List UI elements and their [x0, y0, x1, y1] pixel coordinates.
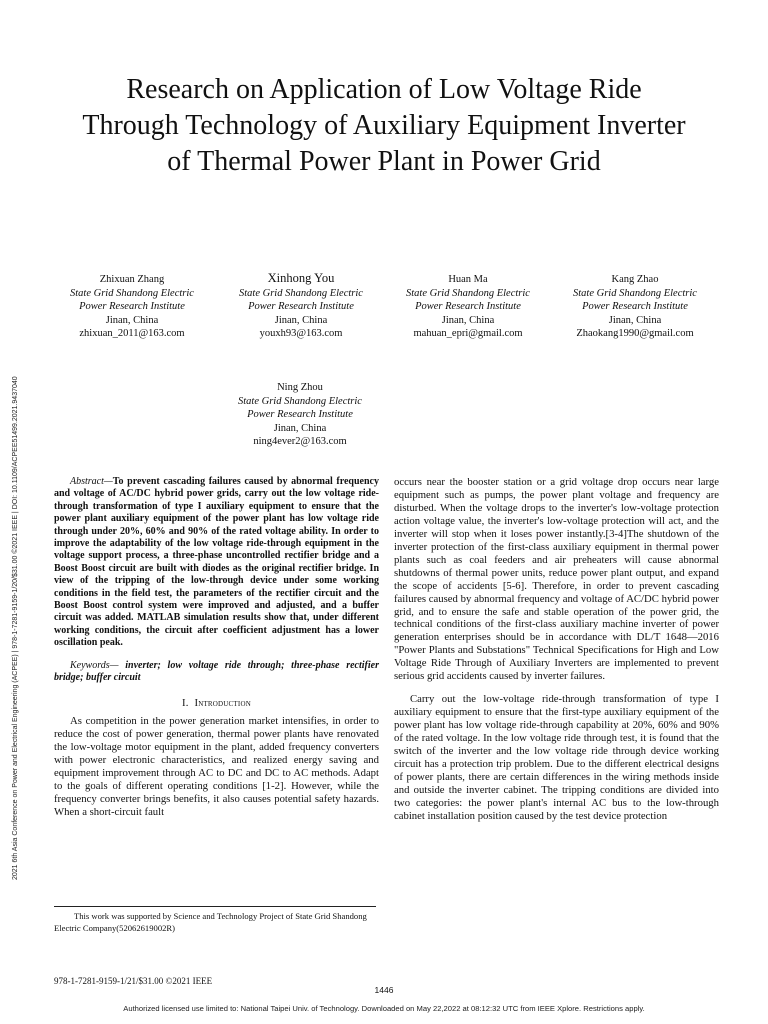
author-block-4	[550, 273, 720, 341]
conference-side-note	[10, 170, 24, 880]
author-affiliation: State Grid Shandong Electric	[406, 287, 530, 299]
paper-title	[50, 72, 718, 180]
author-name: Zhixuan Zhang	[99, 274, 165, 285]
author-block-3	[383, 273, 553, 341]
author-affiliation: State Grid Shandong Electric	[573, 287, 697, 299]
title-line-1: Research on Application of Low Voltage Ride	[126, 74, 642, 105]
right-column	[394, 476, 719, 823]
abstract-text: To prevent cascading failures caused by abnormal frequency and voltage of AC/DC hybrid power grids, carry out the low voltage ride-through transformation of type I auxiliary equipment to ensure that the power plant auxiliary equipment of the power plant has low voltage ride through under 20%, 60% and 90% of the rated voltage ability. In order to improve the adaptability of the low voltage ride-through equipment in the voltage support process, a three-phase uncontrolled rectifier bridge and a Boost Boost circuit are built with diodes as the original rectifier bridge. In view of the tripping of the low-through device under some working conditions in the field test, the parameters of the rectifier circuit and the Boost Boost control system were improved and adjusted, and a buffer circuit was added. MATLAB simulation results show that, under different working conditions, the circuit after coefficient adjustment has a lower oscillation peak.	[54, 476, 379, 649]
author-block-2	[216, 272, 386, 341]
author-city: Jinan, China	[608, 314, 662, 326]
body-paragraph: Carry out the low-voltage ride-through transformation of type I auxiliary equipment to ensure that the first-type auxiliary equipment of the power plant has low voltage ride-through capability at 20%, 60% and 90% of the rated voltage. In the low voltage ride through test, it is found that the switch of the inverter and the low voltage ride through device working circuit has a protection trip problem. Due to the different electrical designs of power plants, there are certain differences in the wiring methods inside and outside the inverter cabinet. The tripping conditions are divided into two categories: the power plant's internal AC bus to the low-through cabinet installation position caused by the test device protection	[394, 693, 719, 822]
author-email[interactable]: zhixuan_2011@163.com	[79, 328, 185, 339]
author-block-1	[47, 273, 217, 341]
author-email[interactable]: youxh93@163.com	[259, 328, 343, 339]
footnote-divider	[54, 906, 376, 907]
author-email[interactable]: mahuan_epri@gmail.com	[413, 328, 523, 339]
author-affiliation: State Grid Shandong Electric	[238, 395, 362, 407]
author-email[interactable]: ning4ever2@163.com	[253, 436, 347, 447]
author-affiliation: Power Research Institute	[79, 301, 185, 312]
keywords-text: inverter; low voltage ride through; three-phase rectifier bridge; buffer circuit	[54, 659, 379, 684]
author-city: Jinan, China	[274, 314, 328, 326]
author-affiliation: Power Research Institute	[415, 301, 521, 312]
license-notice: Authorized licensed use limited to: National Taipei Univ. of Technology. Downloaded on May 22,2022 at 08:12:32 UTC from IEEE Xplore. Restrictions apply.	[123, 1004, 645, 1013]
title-line-2: Through Technology of Auxiliary Equipment Inverter	[82, 110, 686, 141]
author-affiliation: Power Research Institute	[248, 301, 354, 312]
author-city: Jinan, China	[273, 422, 327, 434]
section-number: I.	[182, 696, 189, 709]
author-name: Ning Zhou	[277, 382, 323, 393]
section-heading	[54, 697, 379, 710]
abstract	[54, 476, 379, 650]
funding-footnote: This work was supported by Science and Technology Project of State Grid Shandong Electric Company(52062619002R)	[54, 911, 367, 933]
author-email[interactable]: Zhaokang1990@gmail.com	[576, 328, 694, 339]
author-affiliation: Power Research Institute	[247, 409, 353, 420]
keywords-lead: Keywords—	[70, 659, 126, 671]
left-column	[54, 476, 379, 819]
title-line-3: of Thermal Power Plant in Power Grid	[167, 146, 601, 177]
author-affiliation: State Grid Shandong Electric	[70, 287, 194, 299]
author-city: Jinan, China	[441, 314, 495, 326]
intro-paragraph: As competition in the power generation market intensifies, in order to reduce the cost of power generation, thermal power plants have renovated the low-voltage motor equipment in the plant, added frequency converters with power electronic characteristics, and realized energy saving and equipment improvement through AC to DC and DC to AC methods. Adapt to the goals of different operating conditions [1-2]. However, while the frequency converter brings benefits, it also causes potential safety hazards. When a short-circuit fault	[54, 715, 379, 819]
keywords	[54, 660, 379, 685]
abstract-lead: Abstract—	[70, 476, 113, 487]
section-title: Introduction	[194, 696, 251, 709]
author-affiliation: State Grid Shandong Electric	[239, 287, 363, 299]
side-note-text: 2021 6th Asia Conference on Power and Electrical Engineering (ACPEE) | 978-1-7281-9159-1/20/$31.00 ©2021 IEEE | DOI: 10.1109/ACPEE51499.2021.9437040	[12, 376, 19, 880]
author-block-5	[215, 381, 385, 449]
author-city: Jinan, China	[105, 314, 159, 326]
author-name: Kang Zhao	[611, 274, 659, 285]
body-paragraph: occurs near the booster station or a grid voltage drop occurs near large equipment such as pumps, the power plant voltage and frequency are disturbed. When the voltage drops to the inverter's low-voltage protection action voltage value, the inverter's low-voltage protection will act, and the inverter will stop when it loses power instantly.[3-4]The shutdown of the inverter protection of the first-class auxiliary equipment in thermal power plants such as coal feeders and air preheaters will cause abnormal shutdowns of thermal power units, reduce power plant output, and expand the scope of accidents [5-6]. Therefore, in order to prevent cascading failures caused by abnormal frequency and voltage of AC/DC hybrid power grid, and to ensure the safe and stable operation of the power grid, the technical conditions of the first-class auxiliary machine inverter of power generation enterprises should be in accordance with DL/T 1648—2016 "Power Plants and Substations" Technical Specifications for High and Low Voltage Ride Through of Auxiliary Inverters are implemented to prevent serious grid accidents caused by inverter failures.	[394, 476, 719, 683]
author-name: Huan Ma	[448, 274, 488, 285]
author-name: Xinhong You	[267, 271, 335, 285]
page-number: 1446	[374, 985, 394, 995]
author-affiliation: Power Research Institute	[582, 301, 688, 312]
copyright-line: 978-1-7281-9159-1/21/$31.00 ©2021 IEEE	[54, 976, 213, 986]
